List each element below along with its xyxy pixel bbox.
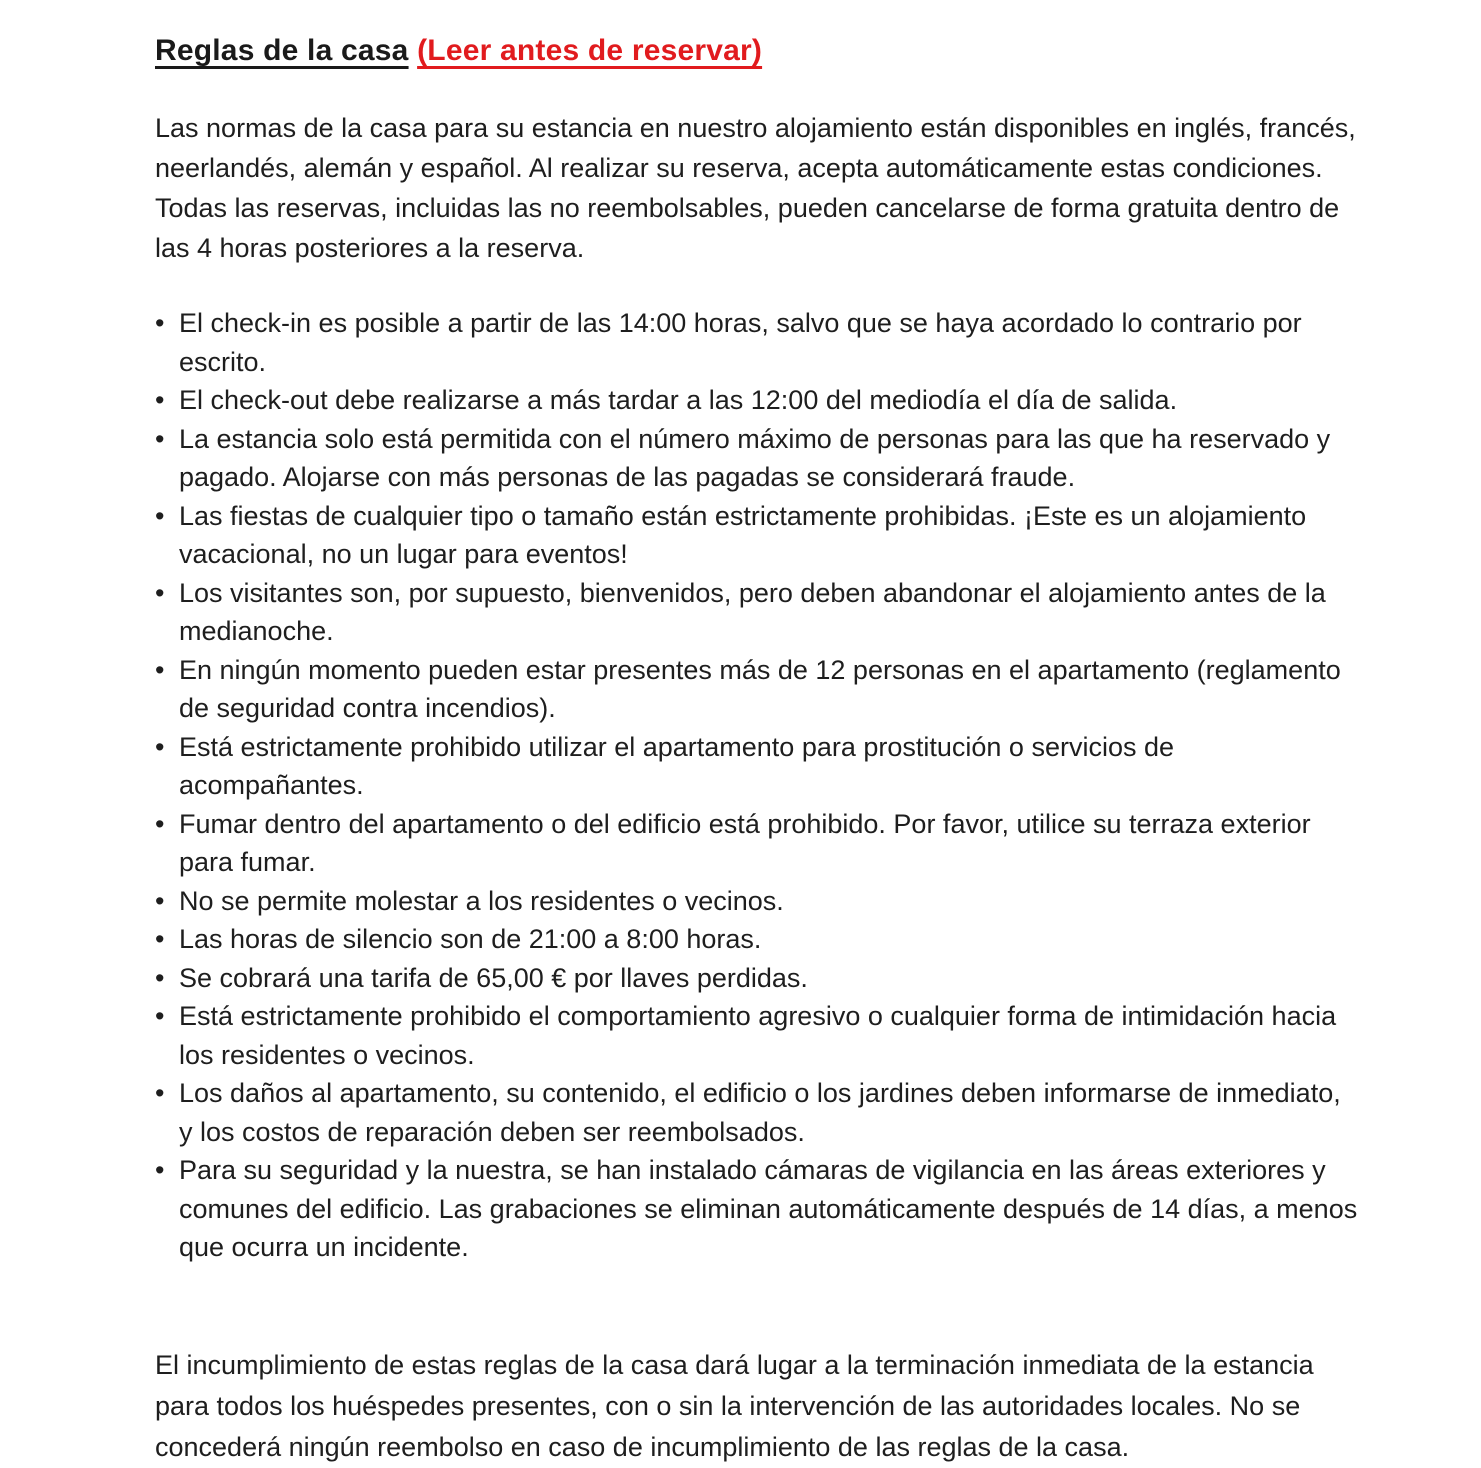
house-rule-item: • Los daños al apartamento, su contenido, el edificio o los jardines deben informarse de inmediato, y los costos de reparación deben ser reembolsados. [155,1074,1361,1151]
house-rule-item: • Las horas de silencio son de 21:00 a 8:00 horas. [155,920,1361,959]
house-rules-list [155,304,1361,1267]
page-title-warning: (Leer antes de reservar) [417,34,763,67]
house-rule-item: • No se permite molestar a los residentes o vecinos. [155,882,1361,921]
house-rule-item: • Fumar dentro del apartamento o del edificio está prohibido. Por favor, utilice su terraza exterior para fumar. [155,805,1361,882]
house-rule-item: • La estancia solo está permitida con el número máximo de personas para las que ha reservado y pagado. Alojarse con más personas de las pagadas se considerará fraude. [155,420,1361,497]
house-rule-item: • El check-in es posible a partir de las 14:00 horas, salvo que se haya acordado lo contrario por escrito. [155,304,1361,381]
house-rule-item: • Para su seguridad y la nuestra, se han instalado cámaras de vigilancia en las áreas exteriores y comunes del edificio. Las grabaciones se eliminan automáticamente después de 14 días, a menos que ocurra un incidente. [155,1151,1361,1267]
house-rule-item: • El check-out debe realizarse a más tardar a las 12:00 del mediodía el día de salida. [155,381,1361,420]
page-title [155,34,1361,68]
house-rule-item: • Los visitantes son, por supuesto, bienvenidos, pero deben abandonar el alojamiento antes de la medianoche. [155,574,1361,651]
house-rule-item: • Las fiestas de cualquier tipo o tamaño están estrictamente prohibidas. ¡Este es un alojamiento vacacional, no un lugar para eventos! [155,497,1361,574]
intro-paragraph: Las normas de la casa para su estancia en nuestro alojamiento están disponibles en inglés, francés, neerlandés, alemán y español. Al realizar su reserva, acepta automáticamente estas condiciones. Todas las reservas, incluidas las no reembolsables, pueden cancelarse de forma gratuita dentro de las 4 horas posteriores a la reserva. [155,113,1356,263]
house-rule-item: • Está estrictamente prohibido el comportamiento agresivo o cualquier forma de intimidación hacia los residentes o vecinos. [155,997,1361,1074]
house-rule-item: • Se cobrará una tarifa de 65,00 € por llaves perdidas. [155,959,1361,998]
house-rule-item: • En ningún momento pueden estar presentes más de 12 personas en el apartamento (reglamento de seguridad contra incendios). [155,651,1361,728]
page-title-main: Reglas de la casa [155,34,409,67]
house-rule-item: • Está estrictamente prohibido utilizar el apartamento para prostitución o servicios de acompañantes. [155,728,1361,805]
closing-paragraph: El incumplimiento de estas reglas de la casa dará lugar a la terminación inmediata de la estancia para todos los huéspedes presentes, con o sin la intervención de las autoridades locales. No se concederá ningún reembolso en caso de incumplimiento de las reglas de la casa. [155,1349,1314,1462]
